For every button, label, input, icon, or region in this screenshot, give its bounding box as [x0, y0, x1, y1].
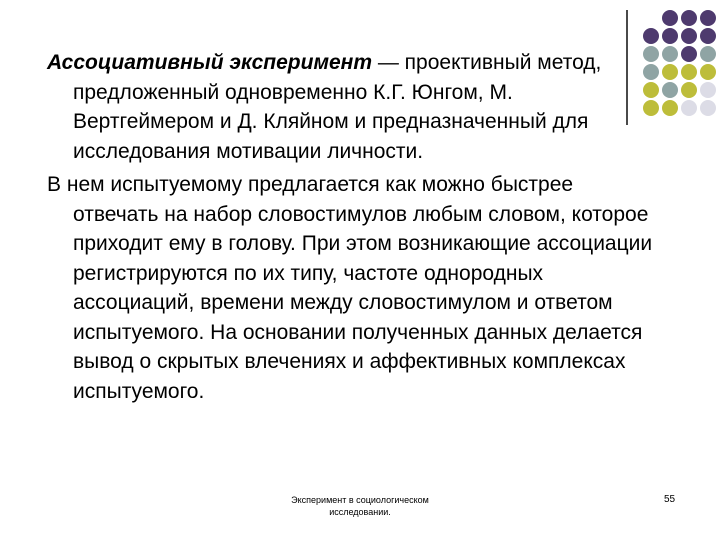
- decorative-dot-lilac: [681, 100, 697, 116]
- decorative-dot-olive: [662, 64, 678, 80]
- decorative-dot-purple: [681, 10, 697, 26]
- footer-caption: [270, 494, 450, 518]
- decorative-dot-olive: [681, 64, 697, 80]
- footer-line-1: Эксперимент в социологическом: [291, 495, 429, 505]
- definition-text: — проективный метод, предложенный одновременно К.Г. Юнгом, М. Вертгеймером и Д. Кляйном и предназначенный для исследования мотивации личности.: [73, 51, 602, 163]
- decorative-dot-olive: [662, 100, 678, 116]
- term-associative-experiment: Ассоциативный эксперимент: [47, 51, 373, 74]
- footer-line-2: исследовании.: [329, 507, 391, 517]
- decorative-dot-olive: [681, 82, 697, 98]
- decorative-dot-lilac: [700, 100, 716, 116]
- decorative-dot-purple: [681, 28, 697, 44]
- description-paragraph: В нем испытуемому предлагается как можно быстрее отвечать на набор словостимулов любым словом, которое приходит ему в голову. При этом возникающие ассоциации регистрируются по их типу, частоте однородных ассоциаций, времени между словостимулом и ответом испытуемого. На основании полученных данных делается вывод о скрытых влечениях и аффективных комплексах испытуемого.: [47, 173, 653, 403]
- decorative-dot-teal: [700, 46, 716, 62]
- slide-body: [47, 48, 657, 410]
- decorative-dot-olive: [700, 64, 716, 80]
- definition-paragraph: [47, 48, 657, 166]
- decorative-dot-purple: [662, 28, 678, 44]
- decorative-dot-purple: [700, 10, 716, 26]
- decorative-dot-purple: [662, 10, 678, 26]
- decorative-dot-teal: [662, 46, 678, 62]
- decorative-dot-lilac: [700, 82, 716, 98]
- decorative-dot-purple: [643, 28, 659, 44]
- decorative-dot-purple: [681, 46, 697, 62]
- page-number: 55: [664, 494, 676, 505]
- decorative-dot-teal: [662, 82, 678, 98]
- decorative-dot-purple: [700, 28, 716, 44]
- empty-dot-slot: [643, 10, 659, 26]
